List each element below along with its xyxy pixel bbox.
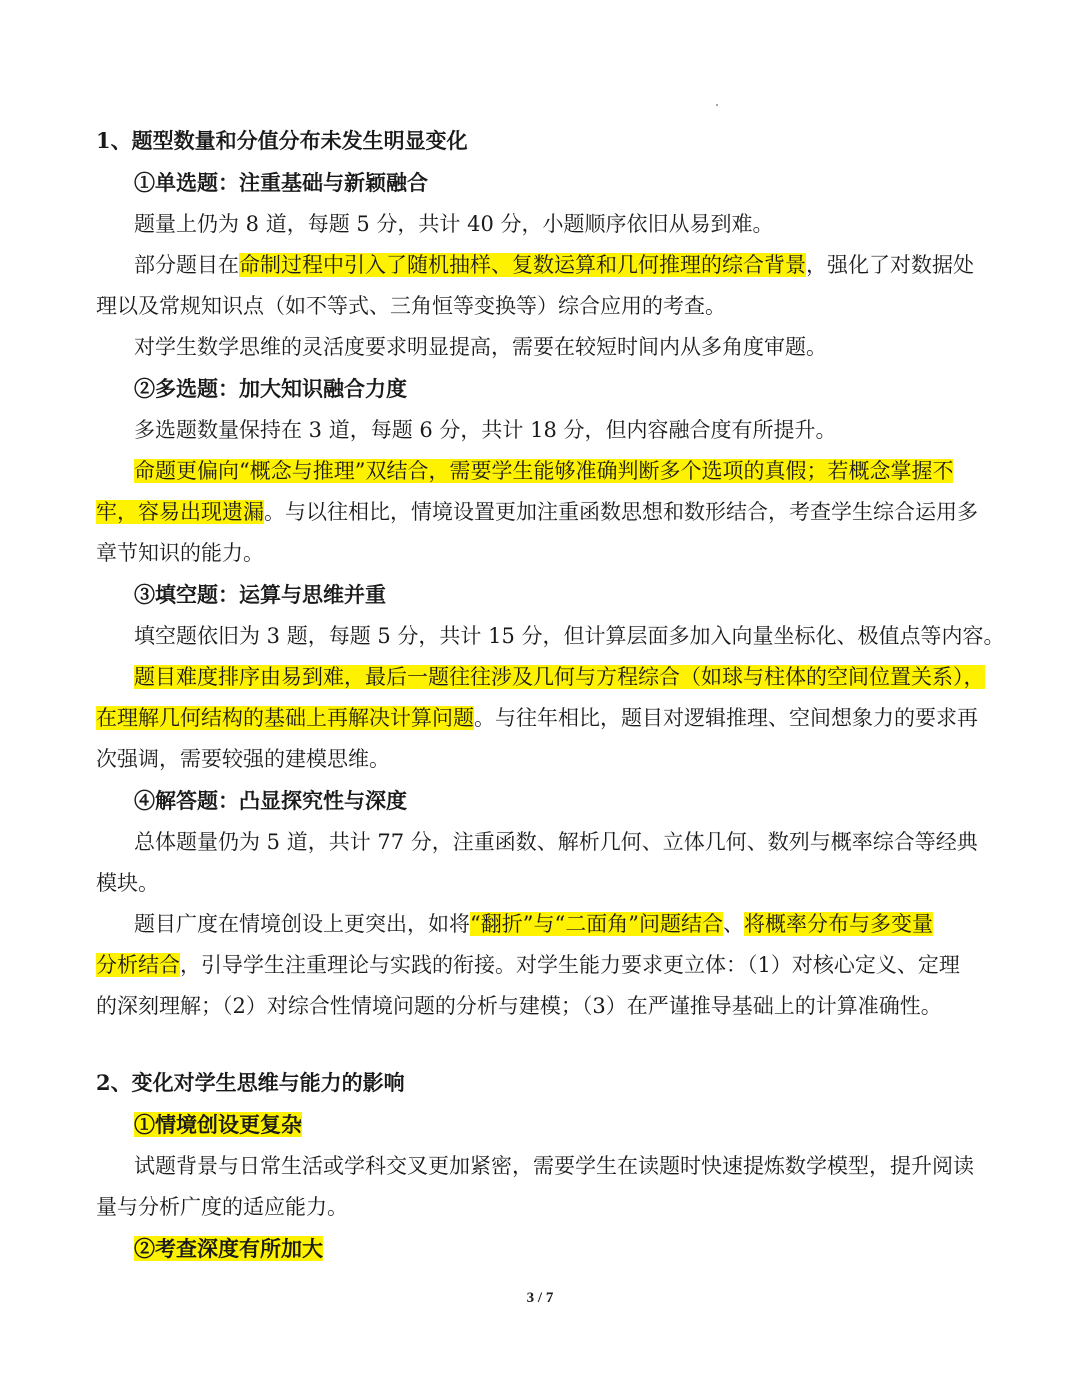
fill-blank-p2-end: 次强调，需要较强的建模思维。 [96,747,390,771]
highlight: 命题更偏向“概念与推理”双结合，需要学生能够准确判断多个选项的真假；若概念掌握不 [134,459,954,483]
multi-choice-heading: ②多选题：加大知识融合力度 [134,376,407,401]
highlight: 题目难度排序由易到难，最后一题往往涉及几何与方程综合（如球与柱体的空间位置关系）， [134,665,985,689]
single-choice-p2-cont: 理以及常规知识点（如不等式、三角恒等变换等）综合应用的考查。 [96,294,726,318]
depth-heading [134,1234,1034,1264]
fill-blank-heading: ③填空题：运算与思维并重 [134,582,386,607]
answer-p2-cont [96,950,996,980]
text-span: 、 [722,912,744,936]
highlight: 命制过程中引入了随机抽样、复数运算和几何推理的综合背景 [239,253,806,277]
answer-p2 [134,909,1034,939]
highlight: “翻折”与“二面角”问题结合 [470,912,723,936]
answer-p2-end: 的深刻理解；（2）对综合性情境问题的分析与建模；（3）在严谨推导基础上的计算准确性。 [96,994,942,1018]
scan-speck [716,104,718,106]
text-span: ，引导学生注重理论与实践的衔接。对学生能力要求更立体：（1）对核心定义、定理 [180,953,960,977]
text-span: ，强化了对数据处 [806,253,974,277]
text-span: 部分题目在 [134,253,239,277]
answer-p1-cont: 模块。 [96,871,159,895]
highlight: ①情境创设更复杂 [134,1112,302,1137]
multi-choice-p2-cont [96,497,996,527]
single-choice-p2 [134,250,1034,280]
fill-blank-p1: 填空题依旧为 3 题，每题 5 分，共计 15 分，但计算层面多加入向量坐标化、极值点等内容。 [134,624,1005,648]
multi-choice-p2-end: 章节知识的能力。 [96,541,264,565]
section2-title: 2、变化对学生思维与能力的影响 [96,1070,405,1095]
answer-p1: 总体题量仍为 5 道，共计 77 分，注重函数、解析几何、立体几何、数列与概率综合等经典 [134,830,978,854]
situation-p1-cont: 量与分析广度的适应能力。 [96,1195,348,1219]
multi-choice-p1: 多选题数量保持在 3 道，每题 6 分，共计 18 分，但内容融合度有所提升。 [134,418,837,442]
text-span: 。与往年相比，题目对逻辑推理、空间想象力的要求再 [474,706,978,730]
situation-p1: 试题背景与日常生活或学科交叉更加紧密，需要学生在读题时快速提炼数学模型，提升阅读 [134,1154,974,1178]
single-choice-p1: 题量上仍为 8 道，每题 5 分，共计 40 分，小题顺序依旧从易到难。 [134,212,774,236]
text-span: 题目广度在情境创设上更突出，如将 [134,912,470,936]
text-span: 。与以往相比，情境设置更加注重函数思想和数形结合，考查学生综合运用多 [264,500,978,524]
answer-heading: ④解答题：凸显探究性与深度 [134,788,407,813]
highlight: ②考查深度有所加大 [134,1236,323,1261]
fill-blank-p2 [134,662,1034,692]
single-choice-heading: ①单选题：注重基础与新颖融合 [134,170,428,195]
highlight: 分析结合 [96,953,180,977]
fill-blank-p2-cont [96,703,996,733]
single-choice-p3: 对学生数学思维的灵活度要求明显提高，需要在较短时间内从多角度审题。 [134,335,827,359]
highlight: 牢，容易出现遗漏 [96,500,264,524]
highlight: 在理解几何结构的基础上再解决计算问题 [96,706,474,730]
highlight: 将概率分布与多变量 [743,912,933,936]
situation-heading [134,1110,1034,1140]
page-number: 3 / 7 [526,1290,554,1306]
section1-title: 1、题型数量和分值分布未发生明显变化 [96,128,468,153]
multi-choice-p2 [134,456,1034,486]
